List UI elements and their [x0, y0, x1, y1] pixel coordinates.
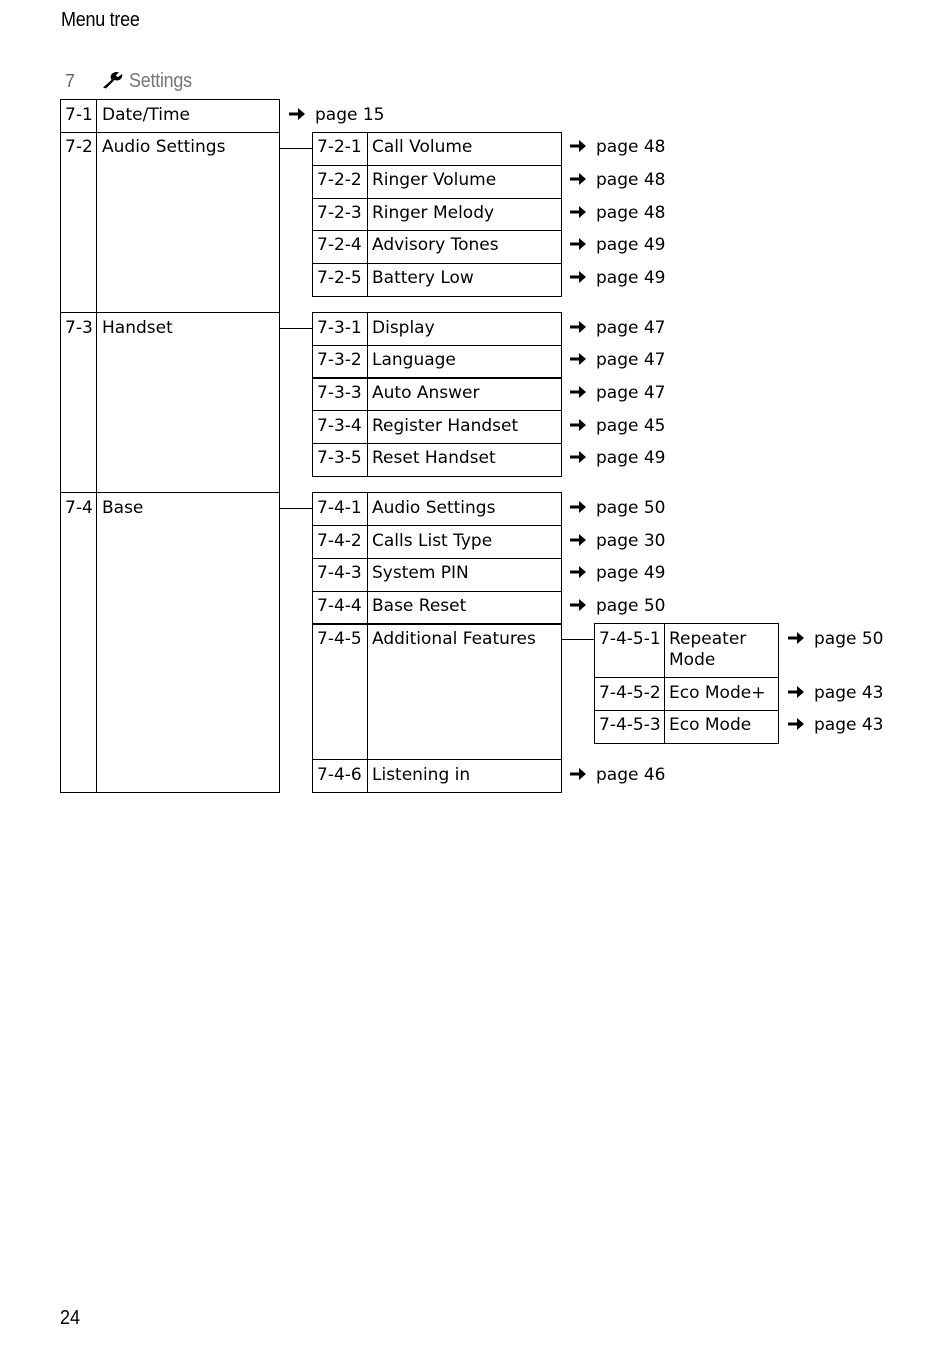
arrow-right-icon — [570, 767, 586, 781]
item-label: Eco Mode+ — [669, 683, 766, 703]
page-number: 24 — [60, 1307, 81, 1329]
arrow-right-icon — [570, 270, 586, 284]
item-label: Eco Mode — [669, 715, 752, 735]
item-label: Auto Answer — [372, 383, 480, 403]
page-ref[interactable]: page 46 — [570, 765, 666, 786]
arrow-right-icon — [570, 385, 586, 399]
item-label-line2: Mode — [669, 650, 716, 670]
arrow-right-icon — [570, 450, 586, 464]
item-label: Audio Settings — [372, 498, 496, 518]
arrow-right-icon — [570, 139, 586, 153]
item-label: Language — [372, 350, 456, 370]
page-ref[interactable]: page 49 — [570, 268, 666, 289]
arrow-right-icon — [570, 172, 586, 186]
item-code: 7-3-4 — [317, 416, 362, 436]
arrow-right-icon — [570, 500, 586, 514]
item-code: 7-4-5-2 — [599, 683, 661, 703]
item-code: 7-4-5-1 — [599, 629, 661, 649]
item-code: 7-3-3 — [317, 383, 362, 403]
arrow-right-icon — [570, 418, 586, 432]
item-code: 7-2-3 — [317, 203, 362, 223]
arrow-right-icon — [289, 107, 305, 121]
item-label: Base — [102, 498, 144, 518]
arrow-right-icon — [788, 685, 804, 699]
item-label-line1: Repeater — [669, 629, 747, 649]
item-label: Calls List Type — [372, 531, 493, 551]
item-label: Display — [372, 318, 435, 338]
arrow-right-icon — [788, 717, 804, 731]
page-ref[interactable]: page 47 — [570, 383, 666, 404]
item-label: Date/Time — [102, 105, 190, 125]
item-code: 7-2-1 — [317, 137, 362, 157]
item-label: System PIN — [372, 563, 469, 583]
item-label: Register Handset — [372, 416, 519, 436]
arrow-right-icon — [570, 565, 586, 579]
page-title: Menu tree — [61, 9, 140, 31]
arrow-right-icon — [570, 237, 586, 251]
arrow-right-icon — [570, 205, 586, 219]
section-number: 7 — [65, 71, 75, 91]
arrow-right-icon — [788, 631, 804, 645]
page-ref[interactable]: page 48 — [570, 170, 666, 191]
arrow-right-icon — [570, 352, 586, 366]
page-ref[interactable]: page 48 — [570, 203, 666, 224]
item-code: 7-4-2 — [317, 531, 362, 551]
item-label: Handset — [102, 318, 173, 338]
item-code: 7-2-4 — [317, 235, 362, 255]
item-code: 7-4-5 — [317, 629, 362, 649]
page-ref[interactable]: page 50 — [788, 629, 884, 650]
item-label: Audio Settings — [102, 137, 226, 157]
item-label: Reset Handset — [372, 448, 496, 468]
page-ref[interactable]: page 47 — [570, 350, 666, 371]
page-ref[interactable]: page 50 — [570, 596, 666, 617]
page-ref[interactable]: page 43 — [788, 715, 884, 736]
page-ref[interactable]: page 49 — [570, 448, 666, 469]
item-code: 7-3 — [65, 318, 93, 338]
arrow-right-icon — [570, 533, 586, 547]
item-label: Advisory Tones — [372, 235, 499, 255]
item-code: 7-2 — [65, 137, 93, 157]
page-ref[interactable]: page 49 — [570, 235, 666, 256]
page-ref[interactable]: page 43 — [788, 683, 884, 704]
item-label: Call Volume — [372, 137, 473, 157]
item-code: 7-3-5 — [317, 448, 362, 468]
section-label: Settings — [129, 70, 192, 92]
page-ref[interactable]: page 30 — [570, 531, 666, 552]
item-label: Additional Features — [372, 629, 536, 649]
item-code: 7-2-5 — [317, 268, 362, 288]
item-label: Listening in — [372, 765, 471, 785]
item-code: 7-4-6 — [317, 765, 362, 785]
page-ref[interactable]: page 47 — [570, 318, 666, 339]
item-code: 7-4 — [65, 498, 93, 518]
page-ref[interactable]: page 15 — [289, 105, 385, 126]
menu-item-7-3[interactable] — [60, 312, 280, 493]
item-label: Ringer Melody — [372, 203, 495, 223]
page-ref[interactable]: page 50 — [570, 498, 666, 519]
wrench-icon — [102, 71, 124, 89]
item-code: 7-1 — [65, 105, 93, 125]
item-code: 7-2-2 — [317, 170, 362, 190]
item-code: 7-4-5-3 — [599, 715, 661, 735]
item-code: 7-4-3 — [317, 563, 362, 583]
item-label: Ringer Volume — [372, 170, 497, 190]
item-code: 7-3-1 — [317, 318, 362, 338]
item-code: 7-4-1 — [317, 498, 362, 518]
page-ref[interactable]: page 48 — [570, 137, 666, 158]
item-label: Base Reset — [372, 596, 467, 616]
arrow-right-icon — [570, 598, 586, 612]
item-code: 7-3-2 — [317, 350, 362, 370]
arrow-right-icon — [570, 320, 586, 334]
menu-item-7-2[interactable] — [60, 132, 280, 313]
item-code: 7-4-4 — [317, 596, 362, 616]
menu-item-7-4[interactable] — [60, 492, 280, 793]
page-ref[interactable]: page 45 — [570, 416, 666, 437]
page-ref[interactable]: page 49 — [570, 563, 666, 584]
item-label: Battery Low — [372, 268, 474, 288]
